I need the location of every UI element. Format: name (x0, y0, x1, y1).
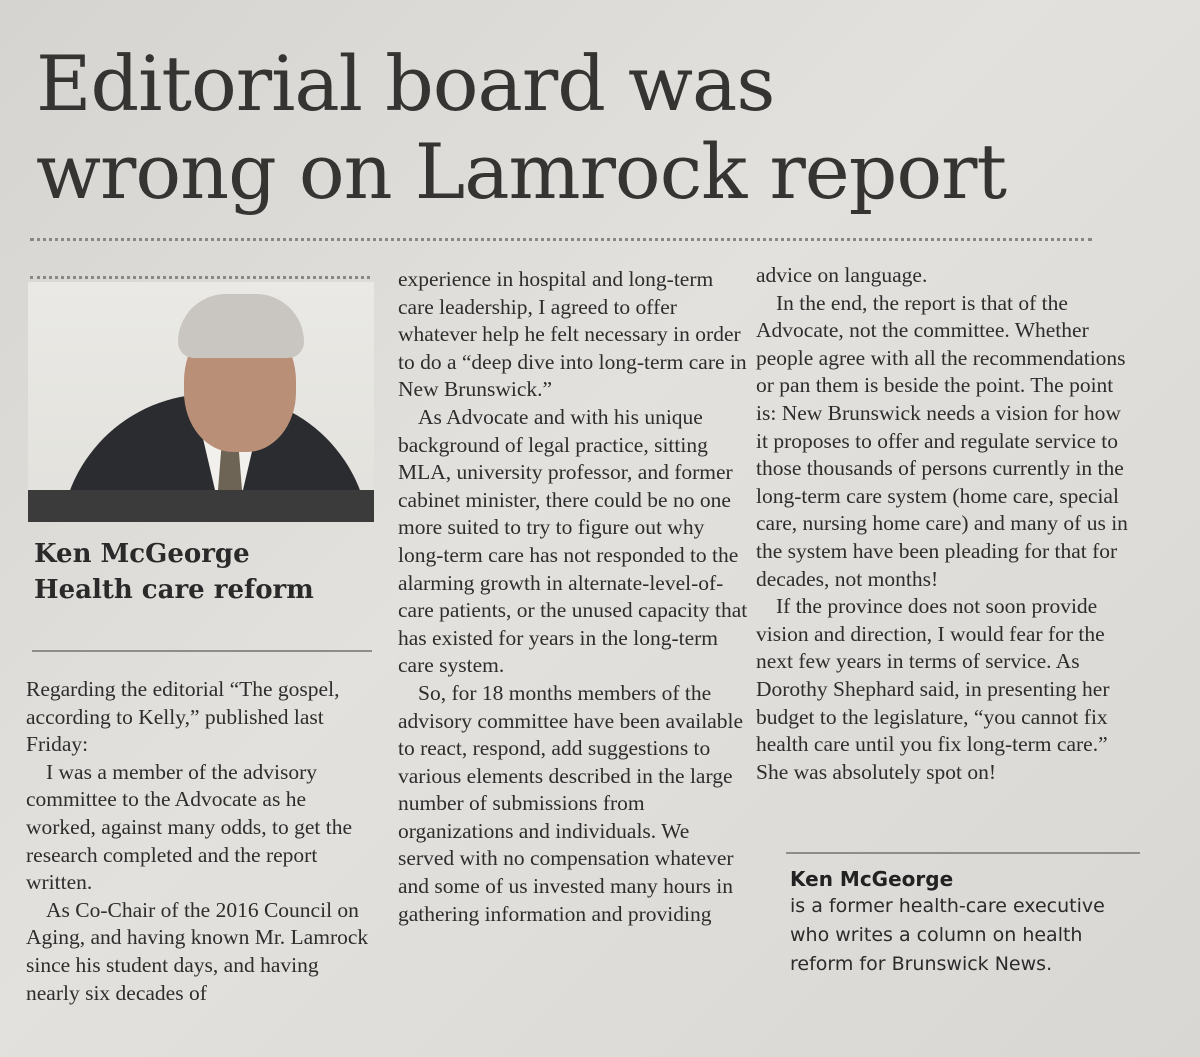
article-paragraph: In the end, the report is that of the Advocate, not the committee. Whether people agree with all the recommendations or pan them is beside the point. The point is: New Brunswick needs a vision for how it proposes to offer and regulate service to those thousands of persons currently in the long-term care system (home care, special care, nursing home care) and many of us in the system have been pleading for that for decades, not months! (756, 290, 1128, 591)
article-column-3 (756, 262, 1134, 786)
author-photo (28, 282, 374, 522)
article-column-2 (398, 266, 750, 928)
article-paragraph: As Co-Chair of the 2016 Council on Aging, and having known Mr. Lamrock since his student days, and having nearly six decades of (26, 897, 369, 1005)
article-paragraph: If the province does not soon provide vision and direction, I would fear for the next few years in terms of service. As Dorothy Shephard said, in presenting her budget to the legislature, “you cannot fix health care until you fix long-term care.” She was absolutely spot on! (756, 594, 1110, 784)
headline-line-2: wrong on Lamrock report (36, 127, 1007, 216)
headline (36, 40, 1116, 216)
article-paragraph: experience in hospital and long-term care leadership, I agreed to offer whatever help he felt necessary in order to do a “deep dive into long-term care in New Brunswick.” (398, 267, 747, 402)
byline-rule (32, 650, 372, 652)
article-paragraph: advice on language. (756, 263, 928, 287)
article-paragraph: As Advocate and with his unique background of legal practice, sitting MLA, university professor, and former cabinet minister, there could be no one more suited to try to figure out why long-term care has not responded to the alarming growth in alternate-level-of-care patients, or the unused capacity that has existed for years in the long-term care system. (398, 404, 748, 678)
article-paragraph: So, for 18 months members of the advisory committee have been available to react, respond, add suggestions to various elements described in the large number of submissions from organizations and individuals. We served with no compensation whatever and some of us invested many hours in gathering information and providing (398, 680, 744, 926)
photo-top-divider (30, 276, 370, 279)
column-name: Health care reform (34, 575, 314, 605)
tagline-author-name: Ken McGeorge (790, 867, 954, 891)
author-name: Ken McGeorge (34, 539, 250, 569)
photo-hair (178, 294, 304, 358)
headline-divider (30, 238, 1092, 241)
article-column-1 (26, 676, 372, 1007)
author-byline (34, 536, 314, 608)
photo-base (28, 490, 374, 522)
article-paragraph: I was a member of the advisory committee to the Advocate as he worked, against many odds, to get the research completed and the report written. (26, 759, 353, 895)
tagline-description: is a former health-care executive who writes a column on health reform for Brunswick News. (790, 895, 1105, 975)
tagline-rule (786, 852, 1140, 854)
article-paragraph: Regarding the editorial “The gospel, according to Kelly,” published last Friday: (26, 677, 340, 757)
headline-line-1: Editorial board was (36, 39, 775, 128)
